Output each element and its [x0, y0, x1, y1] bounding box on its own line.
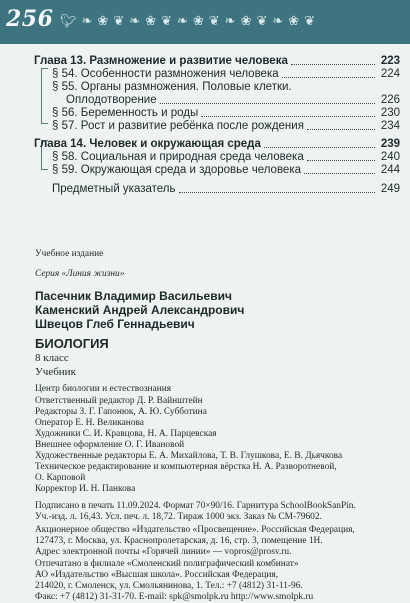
- toc-section-54[interactable]: § 54. Особенности размножения человека 224: [52, 68, 400, 80]
- grade: 8 класс: [35, 352, 69, 364]
- credit-line: Редакторы З. Г. Гапонюк, А. Ю. Субботина: [35, 407, 207, 417]
- butterfly-icon: ❀: [97, 13, 109, 28]
- toc-section-56[interactable]: § 56. Беременность и роды 230: [52, 107, 400, 119]
- publisher-line: Адрес электронной почты «Горячей линии» — vopros@prosv.ru.: [35, 547, 292, 557]
- bird-icon: ❀: [288, 13, 300, 28]
- printer-line: 214020, г. Смоленск, ул. Смольянинова, 1. Тел.: +7 (4812) 31-11-96.: [35, 581, 303, 591]
- chapter-13-bracket: [41, 68, 48, 124]
- credit-line: Техническое редактирование и компьютерная вёрстка Н. А. Разворотневой,: [35, 462, 337, 472]
- fish-icon: ❧: [81, 13, 93, 28]
- book-type: Учебник: [35, 366, 76, 378]
- credit-line: Художники С. И. Кравцова, Н. А. Парцевская: [35, 429, 217, 439]
- animal-icon: ❦: [256, 13, 268, 28]
- printer-line: Факс: +7 (4812) 31-31-70. E-mail: spk@smolpk.ru http://www.smolpk.ru: [35, 592, 314, 602]
- bird-icon: ❦: [161, 13, 172, 28]
- toc-section-58[interactable]: § 58. Социальная и природная среда человека 240: [52, 151, 400, 163]
- credit-line: Ответственный редактор Д. Р. Вайнштейн: [35, 396, 203, 406]
- book-title: БИОЛОГИЯ: [35, 336, 109, 351]
- publisher-line: Акционерное общество «Издательство «Просвещение». Российская Федерация,: [35, 525, 355, 535]
- bug-icon: ❀: [145, 13, 157, 28]
- edition-type: Учебное издание: [35, 249, 104, 259]
- series-name: Серия «Линия жизни»: [35, 269, 125, 279]
- bird-icon: 🐦︎: [60, 13, 77, 28]
- animal-icon: ❧: [129, 13, 141, 28]
- bird-icon: ❀: [240, 13, 252, 28]
- animal-icon: ❧: [176, 13, 188, 28]
- bug-icon: ❧: [272, 13, 284, 28]
- publisher-line: 127473, г. Москва, ул. Краснопролетарская, д. 16, стр. 3, помещение 1Н.: [35, 536, 323, 546]
- credit-line: О. Карповой: [35, 473, 86, 483]
- leaf-icon: ❀: [192, 13, 204, 28]
- credit-line: Оператор Е. Н. Великанова: [35, 418, 144, 428]
- toc-chapter-14[interactable]: Глава 14. Человек и окружающая среда 239: [34, 138, 400, 150]
- toc-section-57[interactable]: § 57. Рост и развитие ребёнка после рождения 234: [52, 120, 400, 132]
- print-info-line: Уч.-изд. л. 16,43. Усл. печ. л. 18,72. Тираж 1000 экз. Заказ № СМ-79602.: [35, 512, 322, 522]
- credit-line: Внешнее оформление О. Г. Ивановой: [35, 440, 185, 450]
- page-number: 256: [6, 6, 54, 32]
- animal-icon: ❦: [304, 13, 316, 28]
- author-2: Каменский Андрей Александрович: [35, 303, 245, 317]
- bird-icon: ❦: [208, 13, 220, 28]
- toc-subject-index[interactable]: Предметный указатель 249: [52, 183, 400, 195]
- author-1: Пасечник Владимир Васильевич: [35, 289, 232, 303]
- credit-line: Корректор И. Н. Панкова: [35, 484, 136, 494]
- print-info-line: Подписано в печать 11.09.2024. Формат 70×90/16. Гарнитура SchoolBookSanPin.: [35, 501, 356, 511]
- author-3: Швецов Глеб Геннадьевич: [35, 317, 195, 331]
- center-name: Центр биологии и естествознания: [35, 384, 172, 394]
- toc-section-59[interactable]: § 59. Окружающая среда и здоровье человека 244: [52, 164, 400, 176]
- toc-section-55-continued[interactable]: Оплодотворение 226: [66, 94, 400, 106]
- printer-line: Отпечатано в филиале «Смоленский полиграфический комбинат»: [35, 559, 299, 569]
- animal-silhouettes-decoration: [60, 10, 315, 32]
- toc-chapter-13[interactable]: Глава 13. Размножение и развитие человека 223: [34, 55, 400, 67]
- animal-icon: ❧: [224, 13, 236, 28]
- toc-section-55[interactable]: § 55. Органы размножения. Половые клетки.: [52, 81, 292, 93]
- page-header-band: [0, 0, 410, 44]
- bird-icon: ❦: [113, 13, 125, 28]
- credit-line: Художественные редакторы Е. А. Михайлова, Т. В. Глушкова, Е. В. Дьячкова: [35, 451, 343, 461]
- printer-line: АО «Издательство «Высшая школа». Российская Федерация,: [35, 570, 279, 580]
